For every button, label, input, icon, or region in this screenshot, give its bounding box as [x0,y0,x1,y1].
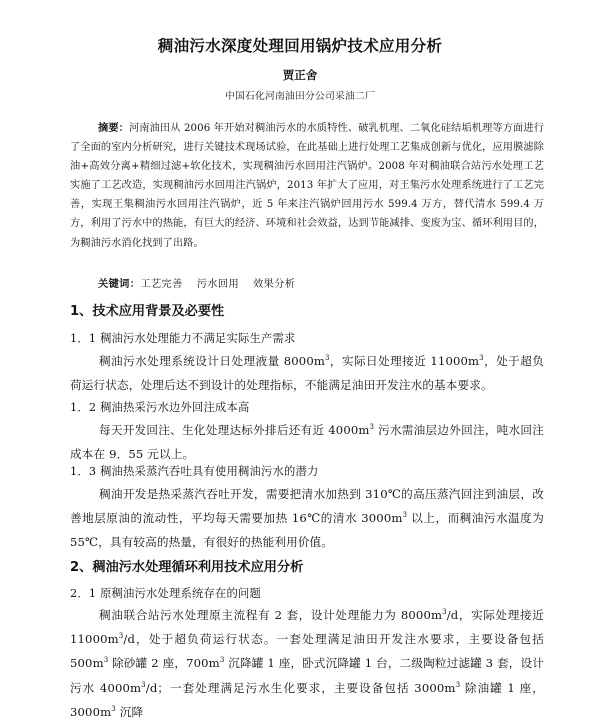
subsection-heading: 1．1 稠油污水处理能力不满足实际生产需求 [70,332,296,345]
paragraph: 稠油污水处理系统设计日处理液量 $8000m^3$，实际日处理接近 $11000m^3$，处于超负荷运行状态，处理后达不到设计的处理指标，不能满足油田开发注水的基本要求。 [70,354,544,393]
keyword-item: 工艺完善 [140,279,183,290]
section-heading: 1、技术应用背景及必要性 [70,304,225,319]
paper-title: 稠油污水深度处理回用锅炉技术应用分析 [157,37,443,55]
section-heading: 2、稠油污水处理循环利用技术应用分析 [70,560,304,575]
keywords-label: 关键词： [98,279,141,290]
paragraph: 稠油联合站污水处理原主流程有 2 套，设计处理能力为 $8000m^3/d$，实际处理接近 $11000m^3/d$，处于超负荷运行状态。一套处理满足油田开发注水要求，主要设备包括 $500m^3$ 除砂罐 2 座，$700m^3$ 沉降罐 1 座，卧式沉降罐 1 台，二级陶粒过滤罐 3 套，设计污水 $4000m^3/d$；一套处理满足污水生化要求，主要设备包括 $3000m^3$ 除油罐 1 座，$3000m^3$ 沉降 [70,608,544,719]
subsection-heading: 2．1 原稠油污水处理系统存在的问题 [70,587,262,600]
subsection-heading: 1．3 稠油热采蒸汽吞吐具有使用稠油污水的潜力 [70,465,319,478]
abstract-text: 河南油田从 2006 年开始对稠油污水的水质特性、破乳机理、二氧化硅结垢机理等方面进行了全面的室内分析研究，进行关键技术现场试验，在此基础上进行处理工艺集成创新与优化，应用膜滤除油+高效分离+精细过滤+软化技术，实现稠油污水回用注汽锅炉。2008 年对稠油联合站污水处理工艺实施了工艺改造，实现稠油污水回用注汽锅炉，2013 年扩大了应用，对王集污水处理系统进行了工艺完善，实现王集稠油污水回用注汽锅炉，近 5 年来注汽锅炉回用污水 599.4 万方，替代清水 599.4 万方，利用了污水中的热能，有巨大的经济、环境和社会效益，达到节能减排、变废为宝、循环利用目的，为稠油污水消化找到了出路。 [70,123,544,249]
paragraph: 稠油开发是热采蒸汽吞吐开发，需要把清水加热到 310℃的高压蒸汽回注到油层，改善地层原油的流动性，平均每天需要加热 16℃的清水 $3000m^3$ 以上，而稠油污水温度为 55℃，具有较高的热量，有很好的热能利用价值。 [70,487,544,550]
keyword-item: 效果分析 [253,279,296,290]
author-affiliation: 中国石化河南油田分公司采油二厂 [225,91,375,102]
author-name: 贾正舍 [282,68,318,82]
paragraph: 每天开发回注、生化处理达标外排后还有近 $4000m^3$ 污水需油层边外回注，吨水回注成本在 9．55 元以上。 [70,423,545,462]
keywords [98,275,295,290]
abstract-label: 摘要： [98,123,129,134]
abstract [70,119,544,253]
keyword-item: 污水回用 [196,279,240,290]
subsection-heading: 1．2 稠油热采污水边外回注成本高 [70,401,250,414]
